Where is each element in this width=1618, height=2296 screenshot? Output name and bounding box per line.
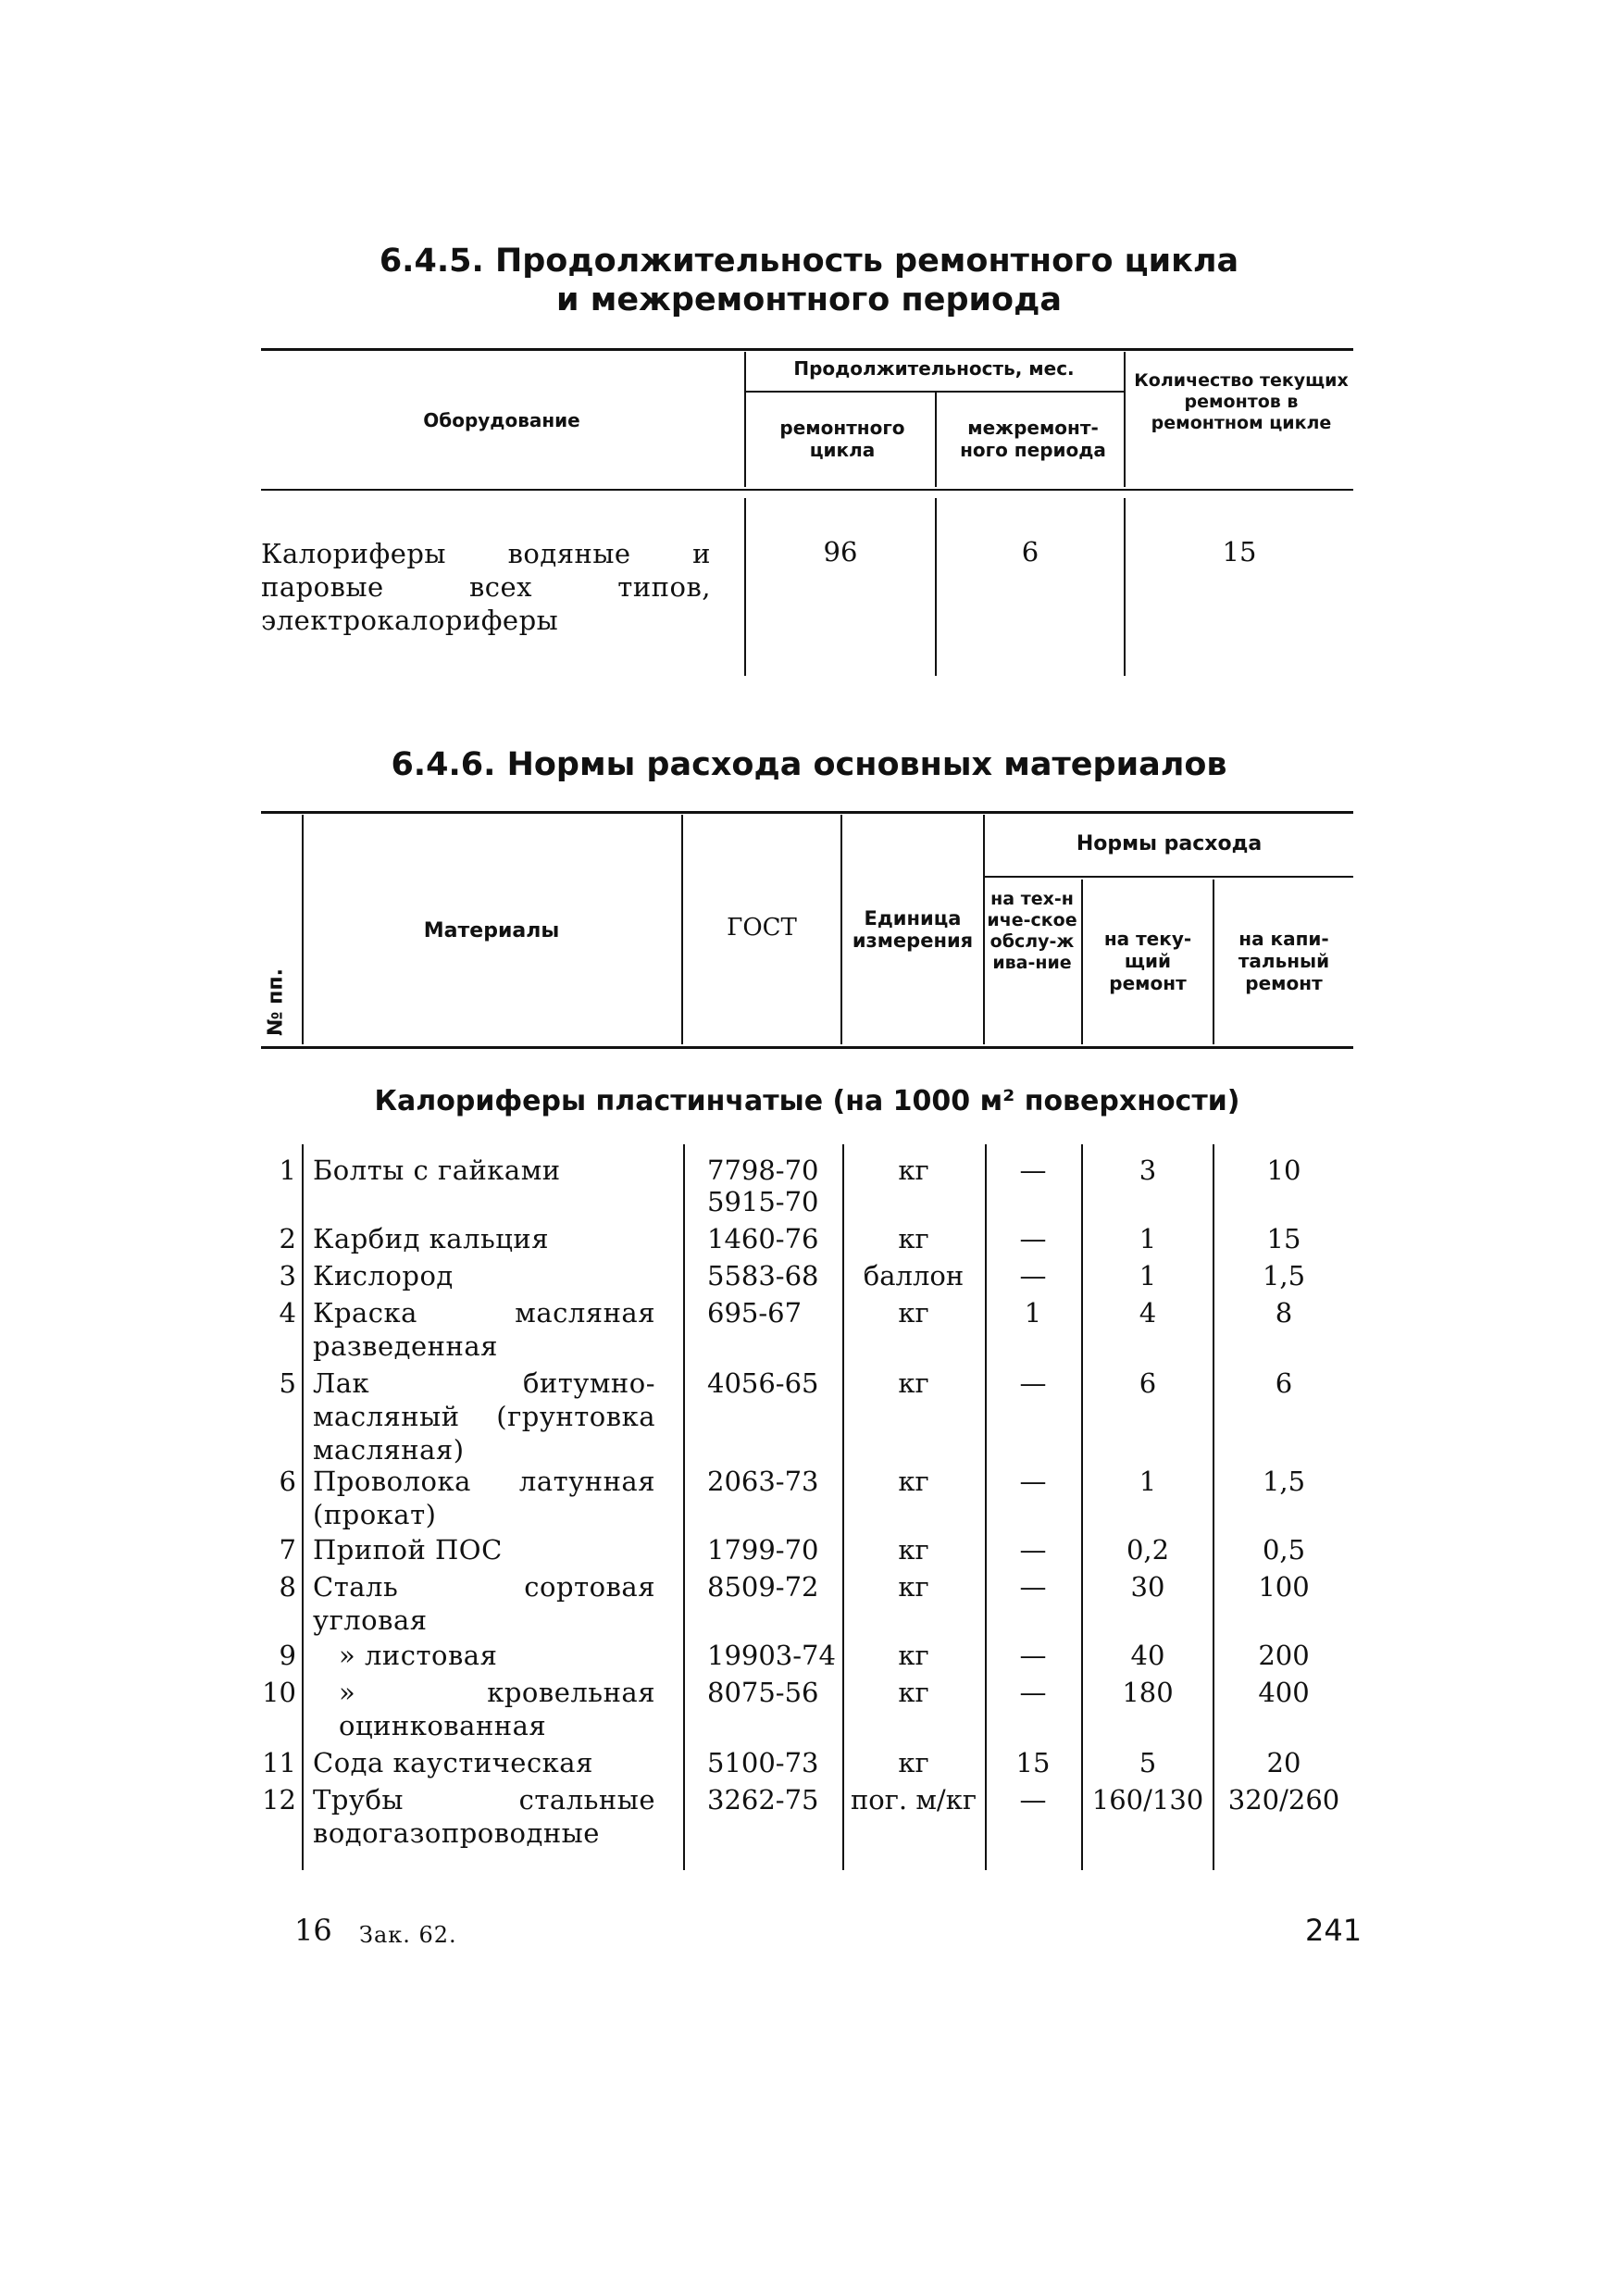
header-materials: Материалы — [423, 919, 560, 942]
material-name: » кровельная оцинкованная — [339, 1677, 655, 1741]
repair-cycle-value: 96 — [823, 536, 858, 568]
unit: кг — [898, 1640, 929, 1671]
unit: кг — [898, 1367, 929, 1399]
unit: пог. м/кг — [850, 1784, 977, 1816]
table-646-top-rule — [261, 811, 1353, 814]
gost-code: 695-67 — [707, 1297, 803, 1329]
order-number: Зак. 62. — [359, 1922, 457, 1948]
current-repair-norm: 3 — [1139, 1154, 1157, 1186]
table-645-header-rule — [261, 489, 1353, 491]
material-name: Болты с гайками — [313, 1154, 561, 1186]
capital-repair-norm: 20 — [1266, 1747, 1301, 1778]
table-645-col-divider — [1124, 498, 1126, 676]
current-repair-norm: 30 — [1130, 1571, 1165, 1603]
row-number: 4 — [279, 1297, 296, 1329]
row-number: 3 — [279, 1260, 296, 1292]
gost-code: 1799-70 — [707, 1534, 819, 1566]
table-645-col-divider — [935, 498, 937, 676]
section-646-title: 6.4.6. Нормы расхода основных материалов — [391, 746, 1227, 783]
current-repair-norm: 6 — [1139, 1367, 1157, 1399]
capital-repair-norm: 200 — [1258, 1640, 1310, 1671]
row-number: 8 — [279, 1571, 296, 1603]
material-name: Трубы стальные водогазопроводные — [313, 1784, 655, 1849]
current-repair-norm: 1 — [1139, 1466, 1157, 1497]
header-capital-repair: на капи-тальный ремонт — [1238, 928, 1330, 994]
row-number: 5 — [279, 1367, 296, 1399]
capital-repair-norm: 100 — [1258, 1571, 1310, 1603]
material-name: Кислород — [313, 1260, 454, 1292]
current-repair-norm: 180 — [1122, 1677, 1174, 1708]
material-name: Припой ПОС — [313, 1534, 503, 1566]
capital-repair-norm: 8 — [1275, 1297, 1293, 1329]
header-gost: ГОСТ — [727, 914, 797, 942]
current-repair-norm: 0,2 — [1126, 1534, 1170, 1566]
row-number: 12 — [262, 1784, 296, 1816]
table-645-col-divider — [1124, 352, 1126, 487]
unit: кг — [898, 1466, 929, 1497]
interrepair-period-value: 6 — [1021, 536, 1039, 568]
row-number: 10 — [262, 1677, 296, 1708]
maintenance-norm: — — [1019, 1571, 1047, 1603]
gost-code: 8509-72 — [707, 1571, 819, 1603]
capital-repair-norm: 10 — [1266, 1154, 1301, 1186]
row-number: 7 — [279, 1534, 296, 1566]
material-name: Краска масляная разведенная — [313, 1297, 655, 1362]
table-645-col-divider — [935, 393, 937, 487]
maintenance-norm: — — [1019, 1677, 1047, 1708]
row-number: 9 — [279, 1640, 296, 1671]
unit: кг — [898, 1154, 929, 1186]
maintenance-norm: — — [1019, 1260, 1047, 1292]
unit: кг — [898, 1534, 929, 1566]
row-number: 11 — [262, 1747, 296, 1778]
capital-repair-norm: 320/260 — [1227, 1784, 1340, 1816]
current-repair-norm: 1 — [1139, 1260, 1157, 1292]
gost-code-secondary: 5915-70 — [707, 1186, 819, 1217]
maintenance-norm: 1 — [1024, 1297, 1042, 1329]
table-646-body-divider — [683, 1144, 685, 1870]
material-name: Лак битумно-масляный (грунтовка масляная) — [313, 1367, 655, 1466]
header-number: № пп. — [264, 968, 288, 1036]
capital-repair-norm: 6 — [1275, 1367, 1293, 1399]
current-repair-norm: 5 — [1139, 1747, 1157, 1778]
maintenance-norm: — — [1019, 1367, 1047, 1399]
capital-repair-norm: 0,5 — [1262, 1534, 1306, 1566]
maintenance-norm: — — [1019, 1154, 1047, 1186]
maintenance-norm: — — [1019, 1534, 1047, 1566]
table-646-group-rule — [983, 876, 1353, 878]
current-repair-norm: 40 — [1130, 1640, 1165, 1671]
row-number: 2 — [279, 1223, 296, 1254]
section-645-title-line2: и межремонтного периода — [556, 281, 1062, 318]
page-number: 241 — [1305, 1913, 1363, 1948]
header-unit: Единица измерения — [852, 907, 974, 952]
table-subheading: Калориферы пластинчатые (на 1000 м² поверхности) — [374, 1085, 1240, 1117]
gost-code: 7798-70 — [707, 1154, 819, 1186]
gost-code: 5583-68 — [707, 1260, 819, 1292]
current-repair-norm: 4 — [1139, 1297, 1157, 1329]
capital-repair-norm: 1,5 — [1262, 1466, 1306, 1497]
gost-code: 5100-73 — [707, 1747, 819, 1778]
table-646-header-rule — [261, 1046, 1353, 1049]
table-646-col-divider — [1213, 880, 1214, 1044]
maintenance-norm: — — [1019, 1466, 1047, 1497]
table-646-col-divider — [840, 815, 842, 1044]
maintenance-norm: 15 — [1015, 1747, 1051, 1778]
maintenance-norm: — — [1019, 1640, 1047, 1671]
capital-repair-norm: 1,5 — [1262, 1260, 1306, 1292]
maintenance-norm: — — [1019, 1784, 1047, 1816]
header-duration-group: Продолжительность, мес. — [793, 357, 1075, 380]
unit: кг — [898, 1223, 929, 1254]
gost-code: 2063-73 — [707, 1466, 819, 1497]
unit: баллон — [863, 1260, 965, 1292]
table-646-body-divider — [302, 1144, 304, 1870]
capital-repair-norm: 15 — [1266, 1223, 1301, 1254]
row-number: 6 — [279, 1466, 296, 1497]
unit: кг — [898, 1677, 929, 1708]
current-repairs-count-value: 15 — [1222, 536, 1257, 568]
material-name: Сода каустическая — [313, 1747, 593, 1778]
header-current-repair: на теку-щий ремонт — [1103, 928, 1192, 994]
header-current-repairs-count: Количество текущих ремонтов в ремонтном цикле — [1134, 370, 1349, 433]
material-name: Сталь сортовая угловая — [313, 1571, 655, 1636]
gost-code: 8075-56 — [707, 1677, 819, 1708]
header-repair-cycle: ремонтного цикла — [779, 417, 905, 461]
gost-code: 1460-76 — [707, 1223, 819, 1254]
table-645-col-divider — [744, 498, 746, 676]
section-645-title-line1: 6.4.5. Продолжительность ремонтного цикла — [379, 243, 1239, 280]
gost-code: 3262-75 — [707, 1784, 819, 1816]
unit: кг — [898, 1297, 929, 1329]
material-name: Карбид кальция — [313, 1223, 550, 1254]
header-equipment: Оборудование — [423, 409, 580, 431]
gost-code: 4056-65 — [707, 1367, 819, 1399]
capital-repair-norm: 400 — [1258, 1677, 1310, 1708]
unit: кг — [898, 1747, 929, 1778]
row-number: 1 — [279, 1154, 296, 1186]
signature-number: 16 — [294, 1913, 332, 1948]
material-name: Проволока латунная (прокат) — [313, 1466, 655, 1530]
header-interrepair-period: межремонт-ного периода — [960, 417, 1106, 461]
header-norms-group: Нормы расхода — [1076, 832, 1263, 855]
equipment-name: Калориферы водяные и паровые всех типов, электрокалориферы — [261, 538, 711, 636]
gost-code: 19903-74 — [707, 1640, 836, 1671]
material-name: » листовая — [339, 1640, 498, 1671]
header-maintenance: на тех-ниче-ское обслу-жива-ние — [987, 889, 1077, 973]
table-645-top-rule — [261, 348, 1353, 351]
unit: кг — [898, 1571, 929, 1603]
current-repair-norm: 1 — [1139, 1223, 1157, 1254]
current-repair-norm: 160/130 — [1091, 1784, 1204, 1816]
table-646-col-divider — [1081, 880, 1083, 1044]
maintenance-norm: — — [1019, 1223, 1047, 1254]
